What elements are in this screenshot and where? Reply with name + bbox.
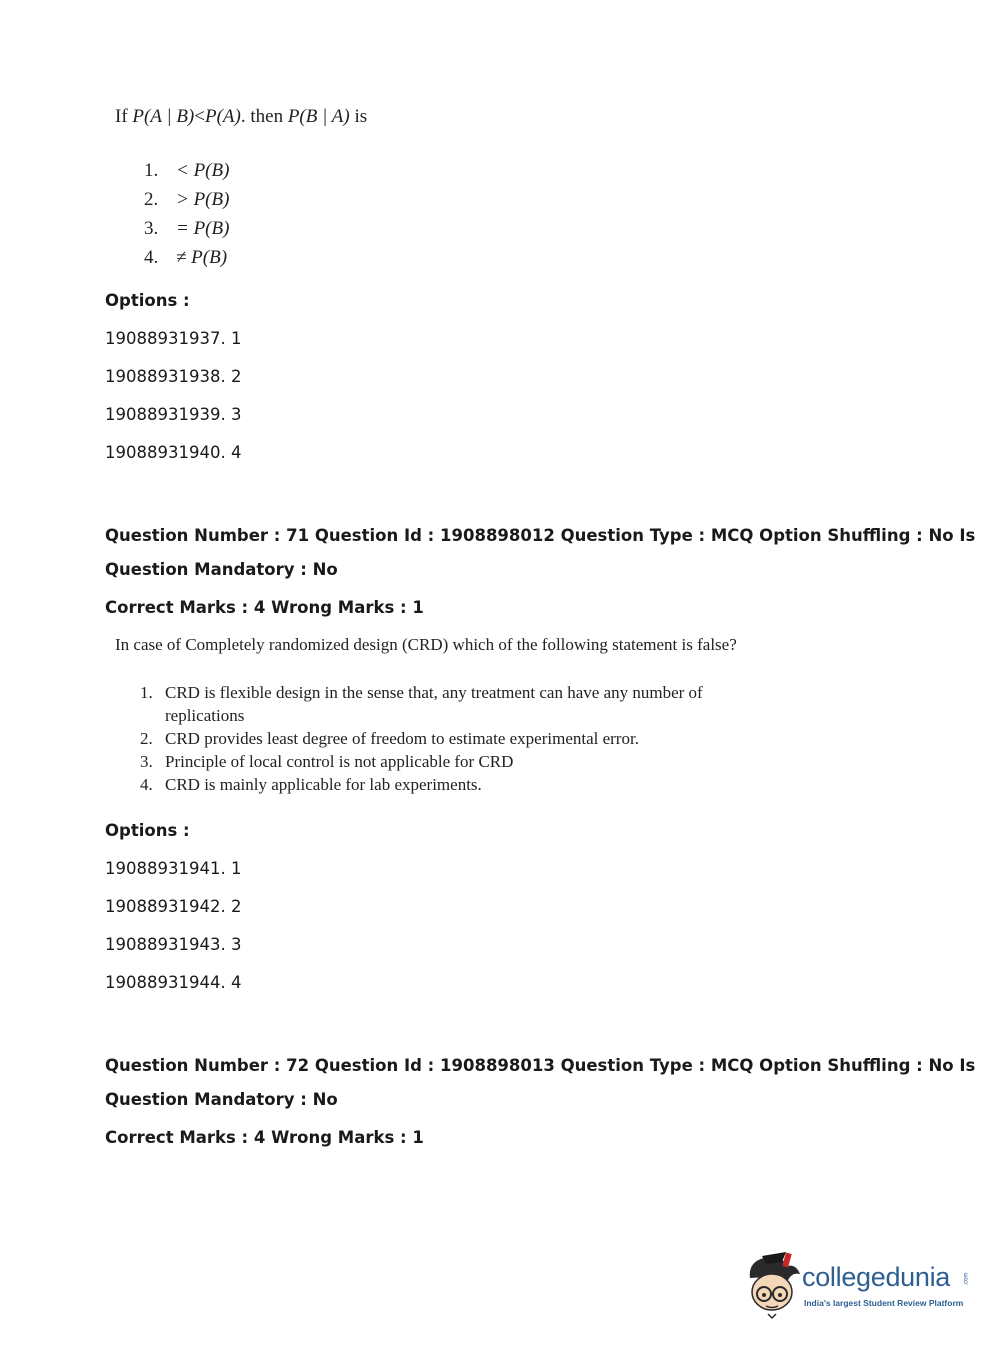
option-id-line: 19088931943. 3 — [105, 935, 242, 954]
option-id-line: 19088931938. 2 — [105, 367, 242, 386]
brand-suffix: .com — [963, 1272, 970, 1286]
option-id-line: 19088931941. 1 — [105, 859, 242, 878]
question-72-marks: Correct Marks : 4 Wrong Marks : 1 — [105, 1128, 424, 1147]
choice-item: 1. < P(B) — [144, 159, 230, 181]
option-id-line: 19088931937. 1 — [105, 329, 242, 348]
brand-name: collegedunia — [802, 1262, 951, 1292]
question-71-stem: In case of Completely randomized design (CRD) which of the following statement is false? — [115, 635, 737, 654]
choice-item: 3. = P(B) — [144, 217, 230, 239]
choice-item: 4. ≠ P(B) — [144, 246, 228, 268]
question-71-mandatory: Question Mandatory : No — [105, 560, 338, 579]
options-heading: Options : — [105, 821, 190, 840]
choice-item: 2. CRD provides least degree of freedom to estimate experimental error. — [140, 729, 639, 748]
option-id-line: 19088931939. 3 — [105, 405, 242, 424]
question-70-stem: If P(A | B)<P(A). then P(B | A) is — [115, 106, 368, 127]
mascot-icon — [742, 1250, 804, 1320]
brand-tagline: India's largest Student Review Platform — [804, 1298, 964, 1308]
question-70-choice-list — [144, 156, 229, 272]
options-heading: Options : — [105, 291, 190, 310]
question-71-choice-list — [140, 681, 720, 796]
collegedunia-logo — [742, 1250, 972, 1320]
option-id-line: 19088931942. 2 — [105, 897, 242, 916]
option-id-line: 19088931944. 4 — [105, 973, 242, 992]
question-71-header: Question Number : 71 Question Id : 1908898012 Question Type : MCQ Option Shuffling : No Is — [105, 526, 976, 545]
choice-item: 3. Principle of local control is not applicable for CRD — [140, 752, 514, 771]
option-id-line: 19088931940. 4 — [105, 443, 242, 462]
choice-item: 4. CRD is mainly applicable for lab experiments. — [140, 775, 482, 794]
choice-item: 1. CRD is flexible design in the sense that, any treatment can have any number of replications — [140, 683, 703, 725]
choice-item: 2. > P(B) — [144, 188, 230, 210]
question-71-marks: Correct Marks : 4 Wrong Marks : 1 — [105, 598, 424, 617]
question-72-mandatory: Question Mandatory : No — [105, 1090, 338, 1109]
question-72-header: Question Number : 72 Question Id : 1908898013 Question Type : MCQ Option Shuffling : No Is — [105, 1056, 976, 1075]
